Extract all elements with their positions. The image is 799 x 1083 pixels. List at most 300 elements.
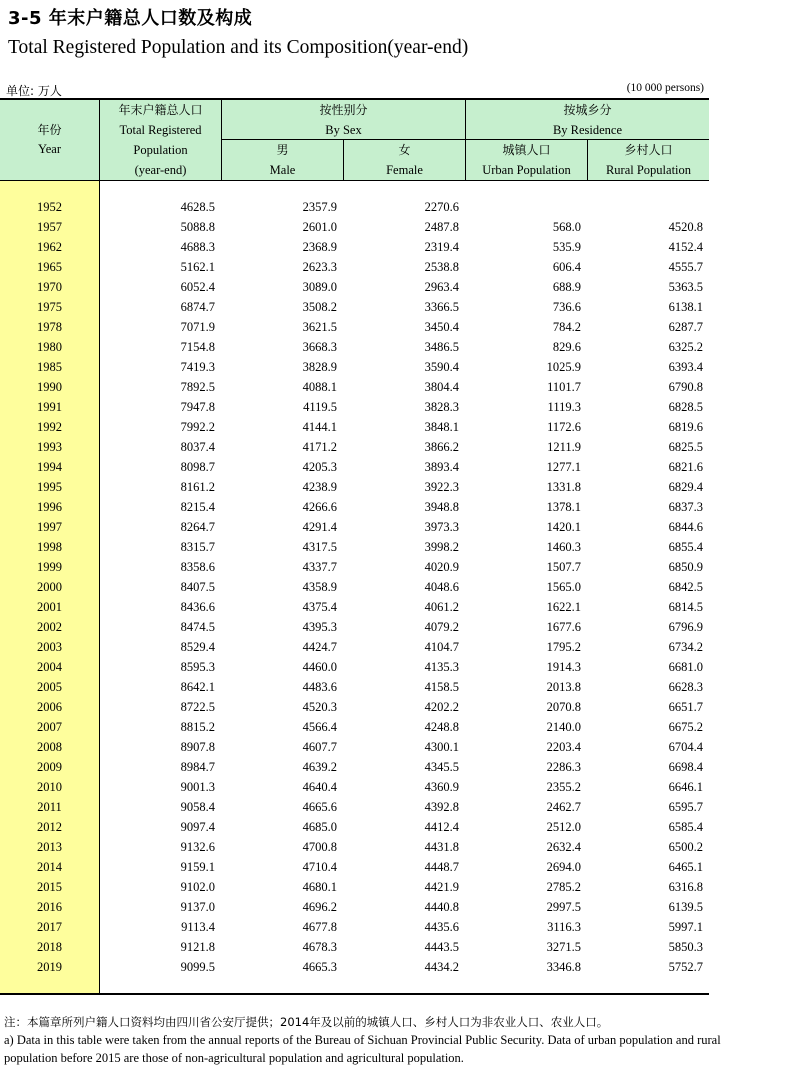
male-cell: 4678.3	[302, 940, 337, 954]
table-row	[0, 497, 709, 517]
female-cell: 2963.4	[424, 280, 459, 294]
male-cell: 4291.4	[302, 520, 337, 534]
total-cell: 9159.1	[180, 860, 215, 874]
header-vline-female	[343, 139, 344, 181]
year-cell: 1985	[37, 360, 62, 374]
male-cell: 2368.9	[302, 240, 337, 254]
female-cell: 3828.3	[424, 400, 459, 414]
year-cell: 1993	[37, 440, 62, 454]
female-cell: 4431.8	[424, 840, 459, 854]
year-cell: 1997	[37, 520, 62, 534]
rural-cell: 6734.2	[668, 640, 703, 654]
year-cell: 2006	[37, 700, 62, 714]
female-cell: 2270.6	[424, 200, 459, 214]
female-cell: 2487.8	[424, 220, 459, 234]
table-row	[0, 877, 709, 897]
total-cell: 7154.8	[180, 340, 215, 354]
rural-cell: 4152.4	[668, 240, 703, 254]
year-cell: 1952	[37, 200, 62, 214]
header-by-residence-en: By Residence	[552, 123, 623, 137]
header-female-en: Female	[386, 163, 423, 177]
table-row	[0, 377, 709, 397]
female-cell: 4448.7	[424, 860, 459, 874]
urban-cell: 3271.5	[546, 940, 581, 954]
year-cell: 2014	[37, 860, 62, 874]
male-cell: 4483.6	[302, 680, 337, 694]
urban-cell: 2632.4	[546, 840, 581, 854]
total-cell: 8907.8	[180, 740, 215, 754]
urban-cell: 535.9	[552, 240, 581, 254]
total-cell: 8815.2	[180, 720, 215, 734]
female-cell: 2538.8	[424, 260, 459, 274]
urban-cell: 1378.1	[546, 500, 581, 514]
header-by-sex-cn: 按性别分	[319, 103, 368, 117]
header-vline-rural	[587, 139, 588, 181]
female-cell: 4020.9	[424, 560, 459, 574]
total-cell: 8529.4	[180, 640, 215, 654]
male-cell: 4520.3	[302, 700, 337, 714]
year-cell: 1992	[37, 420, 62, 434]
male-cell: 4088.1	[302, 380, 337, 394]
header-total-en-3: (year-end)	[134, 163, 187, 177]
female-cell: 3804.4	[424, 380, 459, 394]
rural-cell: 5850.3	[668, 940, 703, 954]
rural-cell: 6855.4	[668, 540, 703, 554]
year-cell: 2004	[37, 660, 62, 674]
page-title-en: Total Registered Population and its Composition(year-end)	[8, 37, 469, 58]
total-cell: 8474.5	[180, 620, 215, 634]
total-cell: 7992.2	[180, 420, 215, 434]
year-cell: 1965	[37, 260, 62, 274]
female-cell: 4421.9	[424, 880, 459, 894]
rural-cell: 6829.4	[668, 480, 703, 494]
male-cell: 4144.1	[302, 420, 337, 434]
total-cell: 8407.5	[180, 580, 215, 594]
urban-cell: 1507.7	[546, 560, 581, 574]
male-cell: 4677.8	[302, 920, 337, 934]
female-cell: 4345.5	[424, 760, 459, 774]
male-cell: 4566.4	[302, 720, 337, 734]
total-cell: 9132.6	[180, 840, 215, 854]
female-cell: 3486.5	[424, 340, 459, 354]
male-cell: 4358.9	[302, 580, 337, 594]
rural-cell: 6825.5	[668, 440, 703, 454]
male-cell: 4680.1	[302, 880, 337, 894]
urban-cell: 1331.8	[546, 480, 581, 494]
male-cell: 3828.9	[302, 360, 337, 374]
table-row	[0, 457, 709, 477]
rural-cell: 6844.6	[668, 520, 703, 534]
table-row	[0, 297, 709, 317]
urban-cell: 1277.1	[546, 460, 581, 474]
year-cell: 1999	[37, 560, 62, 574]
table-row	[0, 737, 709, 757]
header-rural-cn: 乡村人口	[624, 143, 673, 157]
male-cell: 2601.0	[302, 220, 337, 234]
total-cell: 7419.3	[180, 360, 215, 374]
total-cell: 8358.6	[180, 560, 215, 574]
rural-cell: 4555.7	[668, 260, 703, 274]
total-cell: 5088.8	[180, 220, 215, 234]
year-cell: 2007	[37, 720, 62, 734]
urban-cell: 568.0	[552, 220, 581, 234]
year-cell: 1991	[37, 400, 62, 414]
female-cell: 3922.3	[424, 480, 459, 494]
male-cell: 4685.0	[302, 820, 337, 834]
rural-cell: 6646.1	[668, 780, 703, 794]
urban-cell: 2694.0	[546, 860, 581, 874]
female-cell: 3590.4	[424, 360, 459, 374]
total-cell: 8215.4	[180, 500, 215, 514]
urban-cell: 1460.3	[546, 540, 581, 554]
year-cell: 2005	[37, 680, 62, 694]
female-cell: 3848.1	[424, 420, 459, 434]
unit-label-cn: 单位: 万人	[6, 84, 62, 98]
year-cell: 1980	[37, 340, 62, 354]
table-row	[0, 357, 709, 377]
male-cell: 4119.5	[303, 400, 337, 414]
page-title-cn: 3-5 年末户籍总人口数及构成	[8, 8, 253, 29]
urban-cell: 3116.3	[547, 920, 581, 934]
total-cell: 8595.3	[180, 660, 215, 674]
urban-cell: 2286.3	[546, 760, 581, 774]
header-total-cn: 年末户籍总人口	[118, 103, 203, 117]
table-row	[0, 217, 709, 237]
rural-cell: 6465.1	[668, 860, 703, 874]
rural-cell: 6139.5	[668, 900, 703, 914]
male-cell: 4205.3	[302, 460, 337, 474]
rural-cell: 6675.2	[668, 720, 703, 734]
urban-cell: 1101.7	[547, 380, 581, 394]
total-cell: 6874.7	[180, 300, 215, 314]
year-cell: 2000	[37, 580, 62, 594]
table-row	[0, 657, 709, 677]
year-cell: 1975	[37, 300, 62, 314]
rural-cell: 4520.8	[668, 220, 703, 234]
header-total-en-2: Population	[133, 143, 188, 157]
female-cell: 4158.5	[424, 680, 459, 694]
male-cell: 4665.3	[302, 960, 337, 974]
rural-cell: 6325.2	[668, 340, 703, 354]
table-row	[0, 757, 709, 777]
female-cell: 4392.8	[424, 800, 459, 814]
female-cell: 4435.6	[424, 920, 459, 934]
female-cell: 4248.8	[424, 720, 459, 734]
table-row	[0, 537, 709, 557]
year-cell: 1990	[37, 380, 62, 394]
rural-cell: 6393.4	[668, 360, 703, 374]
male-cell: 4710.4	[302, 860, 337, 874]
male-cell: 3621.5	[302, 320, 337, 334]
urban-cell: 1914.3	[546, 660, 581, 674]
urban-cell: 1565.0	[546, 580, 581, 594]
year-cell: 2013	[37, 840, 62, 854]
total-cell: 8264.7	[180, 520, 215, 534]
female-cell: 3948.8	[424, 500, 459, 514]
male-cell: 3668.3	[302, 340, 337, 354]
table-row	[0, 417, 709, 437]
male-cell: 4375.4	[302, 600, 337, 614]
header-vline-sex	[221, 100, 222, 181]
table-row	[0, 937, 709, 957]
total-cell: 8642.1	[180, 680, 215, 694]
male-cell: 3089.0	[302, 280, 337, 294]
year-cell: 1970	[37, 280, 62, 294]
female-cell: 4443.5	[424, 940, 459, 954]
footnote-cn: 注：本篇章所列户籍人口资料均由四川省公安厅提供；2014年及以前的城镇人口、乡村人口为非农业人口、农业人口。	[4, 1015, 609, 1029]
total-cell: 8037.4	[180, 440, 215, 454]
male-cell: 4238.9	[302, 480, 337, 494]
total-cell: 8984.7	[180, 760, 215, 774]
female-cell: 4434.2	[424, 960, 459, 974]
female-cell: 3973.3	[424, 520, 459, 534]
urban-cell: 2997.5	[546, 900, 581, 914]
male-cell: 4317.5	[302, 540, 337, 554]
year-cell: 1995	[37, 480, 62, 494]
urban-cell: 2203.4	[546, 740, 581, 754]
urban-cell: 2140.0	[546, 720, 581, 734]
urban-cell: 829.6	[552, 340, 581, 354]
female-cell: 4412.4	[424, 820, 459, 834]
header-urban-cn: 城镇人口	[502, 143, 551, 157]
total-cell: 8098.7	[180, 460, 215, 474]
male-cell: 4639.2	[302, 760, 337, 774]
male-cell: 2623.3	[302, 260, 337, 274]
urban-cell: 1211.9	[547, 440, 581, 454]
total-cell: 7947.8	[180, 400, 215, 414]
urban-cell: 2013.8	[546, 680, 581, 694]
male-cell: 4395.3	[302, 620, 337, 634]
year-cell: 1994	[37, 460, 62, 474]
rural-cell: 6842.5	[668, 580, 703, 594]
rural-cell: 6287.7	[668, 320, 703, 334]
table-row	[0, 597, 709, 617]
urban-cell: 1025.9	[546, 360, 581, 374]
urban-cell: 1622.1	[546, 600, 581, 614]
total-cell: 9113.4	[181, 920, 215, 934]
table-row	[0, 437, 709, 457]
year-cell: 1962	[37, 240, 62, 254]
female-cell: 3893.4	[424, 460, 459, 474]
table-row	[0, 917, 709, 937]
male-cell: 3508.2	[302, 300, 337, 314]
rural-cell: 5997.1	[668, 920, 703, 934]
total-cell: 7071.9	[180, 320, 215, 334]
rural-cell: 6790.8	[668, 380, 703, 394]
urban-cell: 606.4	[552, 260, 581, 274]
year-cell: 1998	[37, 540, 62, 554]
male-cell: 4700.8	[302, 840, 337, 854]
total-cell: 6052.4	[180, 280, 215, 294]
table-row	[0, 817, 709, 837]
rural-cell: 6138.1	[668, 300, 703, 314]
footnote-en: a) Data in this table were taken from the annual reports of the Bureau of Sichuan Provincial Public Security. Data of urban population and rural population before 2015 are those of non-agricultural population and agricultural population.	[4, 1033, 721, 1065]
rural-cell: 6796.9	[668, 620, 703, 634]
table-row	[0, 257, 709, 277]
total-cell: 4628.5	[180, 200, 215, 214]
female-cell: 3450.4	[424, 320, 459, 334]
rural-cell: 6828.5	[668, 400, 703, 414]
urban-cell: 1677.6	[546, 620, 581, 634]
urban-cell: 2070.8	[546, 700, 581, 714]
total-cell: 8436.6	[180, 600, 215, 614]
unit-label-en: (10 000 persons)	[626, 82, 704, 94]
total-cell: 8722.5	[180, 700, 215, 714]
table-row	[0, 237, 709, 257]
table-row	[0, 477, 709, 497]
male-cell: 4665.6	[302, 800, 337, 814]
table-row	[0, 317, 709, 337]
table-row	[0, 637, 709, 657]
rural-cell: 5752.7	[668, 960, 703, 974]
header-male-cn: 男	[276, 143, 289, 157]
table-row	[0, 857, 709, 877]
year-cell: 2011	[37, 800, 62, 814]
rural-cell: 6850.9	[668, 560, 703, 574]
female-cell: 4104.7	[424, 640, 459, 654]
rural-cell: 5363.5	[668, 280, 703, 294]
table-bottom-rule	[0, 993, 709, 995]
table-row	[0, 837, 709, 857]
urban-cell: 1795.2	[546, 640, 581, 654]
rural-cell: 6837.3	[668, 500, 703, 514]
year-cell: 2003	[37, 640, 62, 654]
year-cell: 1978	[37, 320, 62, 334]
total-cell: 9099.5	[180, 960, 215, 974]
table-row	[0, 897, 709, 917]
year-cell: 2008	[37, 740, 62, 754]
male-cell: 4337.7	[302, 560, 337, 574]
year-cell: 2017	[37, 920, 62, 934]
table-row	[0, 797, 709, 817]
rural-cell: 6704.4	[668, 740, 703, 754]
male-cell: 4266.6	[302, 500, 337, 514]
rural-cell: 6821.6	[668, 460, 703, 474]
table-row	[0, 397, 709, 417]
total-cell: 9102.0	[180, 880, 215, 894]
rural-cell: 6651.7	[668, 700, 703, 714]
table-row	[0, 197, 709, 217]
table-row	[0, 617, 709, 637]
total-cell: 5162.1	[180, 260, 215, 274]
male-cell: 4171.2	[302, 440, 337, 454]
female-cell: 4135.3	[424, 660, 459, 674]
urban-cell: 784.2	[552, 320, 581, 334]
header-rural-en: Rural Population	[605, 163, 692, 177]
total-cell: 9001.3	[180, 780, 215, 794]
table-row	[0, 697, 709, 717]
urban-cell: 1119.3	[547, 400, 581, 414]
total-cell: 7892.5	[180, 380, 215, 394]
header-total-en-1: Total Registered	[119, 123, 202, 137]
table-row	[0, 577, 709, 597]
rural-cell: 6585.4	[668, 820, 703, 834]
rural-cell: 6595.7	[668, 800, 703, 814]
table-row	[0, 277, 709, 297]
male-cell: 2357.9	[302, 200, 337, 214]
table-row	[0, 557, 709, 577]
year-cell: 2002	[37, 620, 62, 634]
rural-cell: 6814.5	[668, 600, 703, 614]
header-by-sex-en: By Sex	[325, 123, 362, 137]
year-cell: 2012	[37, 820, 62, 834]
year-cell: 1957	[37, 220, 62, 234]
urban-cell: 1420.1	[546, 520, 581, 534]
header-bottom-rule	[0, 180, 709, 181]
year-cell: 2015	[37, 880, 62, 894]
urban-cell: 1172.6	[547, 420, 581, 434]
female-cell: 2319.4	[424, 240, 459, 254]
female-cell: 4440.8	[424, 900, 459, 914]
rural-cell: 6628.3	[668, 680, 703, 694]
total-cell: 8315.7	[180, 540, 215, 554]
total-cell: 9121.8	[180, 940, 215, 954]
year-cell: 2018	[37, 940, 62, 954]
header-male-en: Male	[269, 163, 296, 177]
female-cell: 3866.2	[424, 440, 459, 454]
rural-cell: 6819.6	[668, 420, 703, 434]
table-row	[0, 337, 709, 357]
table-row	[0, 717, 709, 737]
female-cell: 3366.5	[424, 300, 459, 314]
male-cell: 4460.0	[302, 660, 337, 674]
table-row	[0, 777, 709, 797]
table-row	[0, 677, 709, 697]
total-cell: 9058.4	[180, 800, 215, 814]
rural-cell: 6500.2	[668, 840, 703, 854]
female-cell: 4079.2	[424, 620, 459, 634]
rural-cell: 6681.0	[668, 660, 703, 674]
year-cell: 2010	[37, 780, 62, 794]
header-by-residence-cn: 按城乡分	[563, 103, 612, 117]
header-urban-en: Urban Population	[482, 163, 571, 177]
urban-cell: 736.6	[552, 300, 581, 314]
year-cell: 2001	[37, 600, 62, 614]
male-cell: 4640.4	[302, 780, 337, 794]
total-cell: 8161.2	[180, 480, 215, 494]
female-cell: 4061.2	[424, 600, 459, 614]
urban-cell: 2512.0	[546, 820, 581, 834]
urban-cell: 2785.2	[546, 880, 581, 894]
table-row	[0, 957, 709, 977]
female-cell: 4048.6	[424, 580, 459, 594]
header-year-en: Year	[37, 142, 62, 156]
male-cell: 4424.7	[302, 640, 337, 654]
urban-cell: 3346.8	[546, 960, 581, 974]
female-cell: 4202.2	[424, 700, 459, 714]
rural-cell: 6316.8	[668, 880, 703, 894]
rural-cell: 6698.4	[668, 760, 703, 774]
header-vline-residence	[465, 100, 466, 181]
male-cell: 4696.2	[302, 900, 337, 914]
total-cell: 9137.0	[180, 900, 215, 914]
table-row	[0, 517, 709, 537]
year-cell: 2019	[37, 960, 62, 974]
female-cell: 4360.9	[424, 780, 459, 794]
total-cell: 4688.3	[180, 240, 215, 254]
female-cell: 3998.2	[424, 540, 459, 554]
urban-cell: 2355.2	[546, 780, 581, 794]
year-cell: 1996	[37, 500, 62, 514]
urban-cell: 688.9	[552, 280, 581, 294]
header-female-cn: 女	[398, 143, 411, 157]
header-year-cn: 年份	[37, 123, 62, 137]
year-cell: 2009	[37, 760, 62, 774]
female-cell: 4300.1	[424, 740, 459, 754]
total-cell: 9097.4	[180, 820, 215, 834]
male-cell: 4607.7	[302, 740, 337, 754]
data-table-body	[0, 197, 709, 977]
